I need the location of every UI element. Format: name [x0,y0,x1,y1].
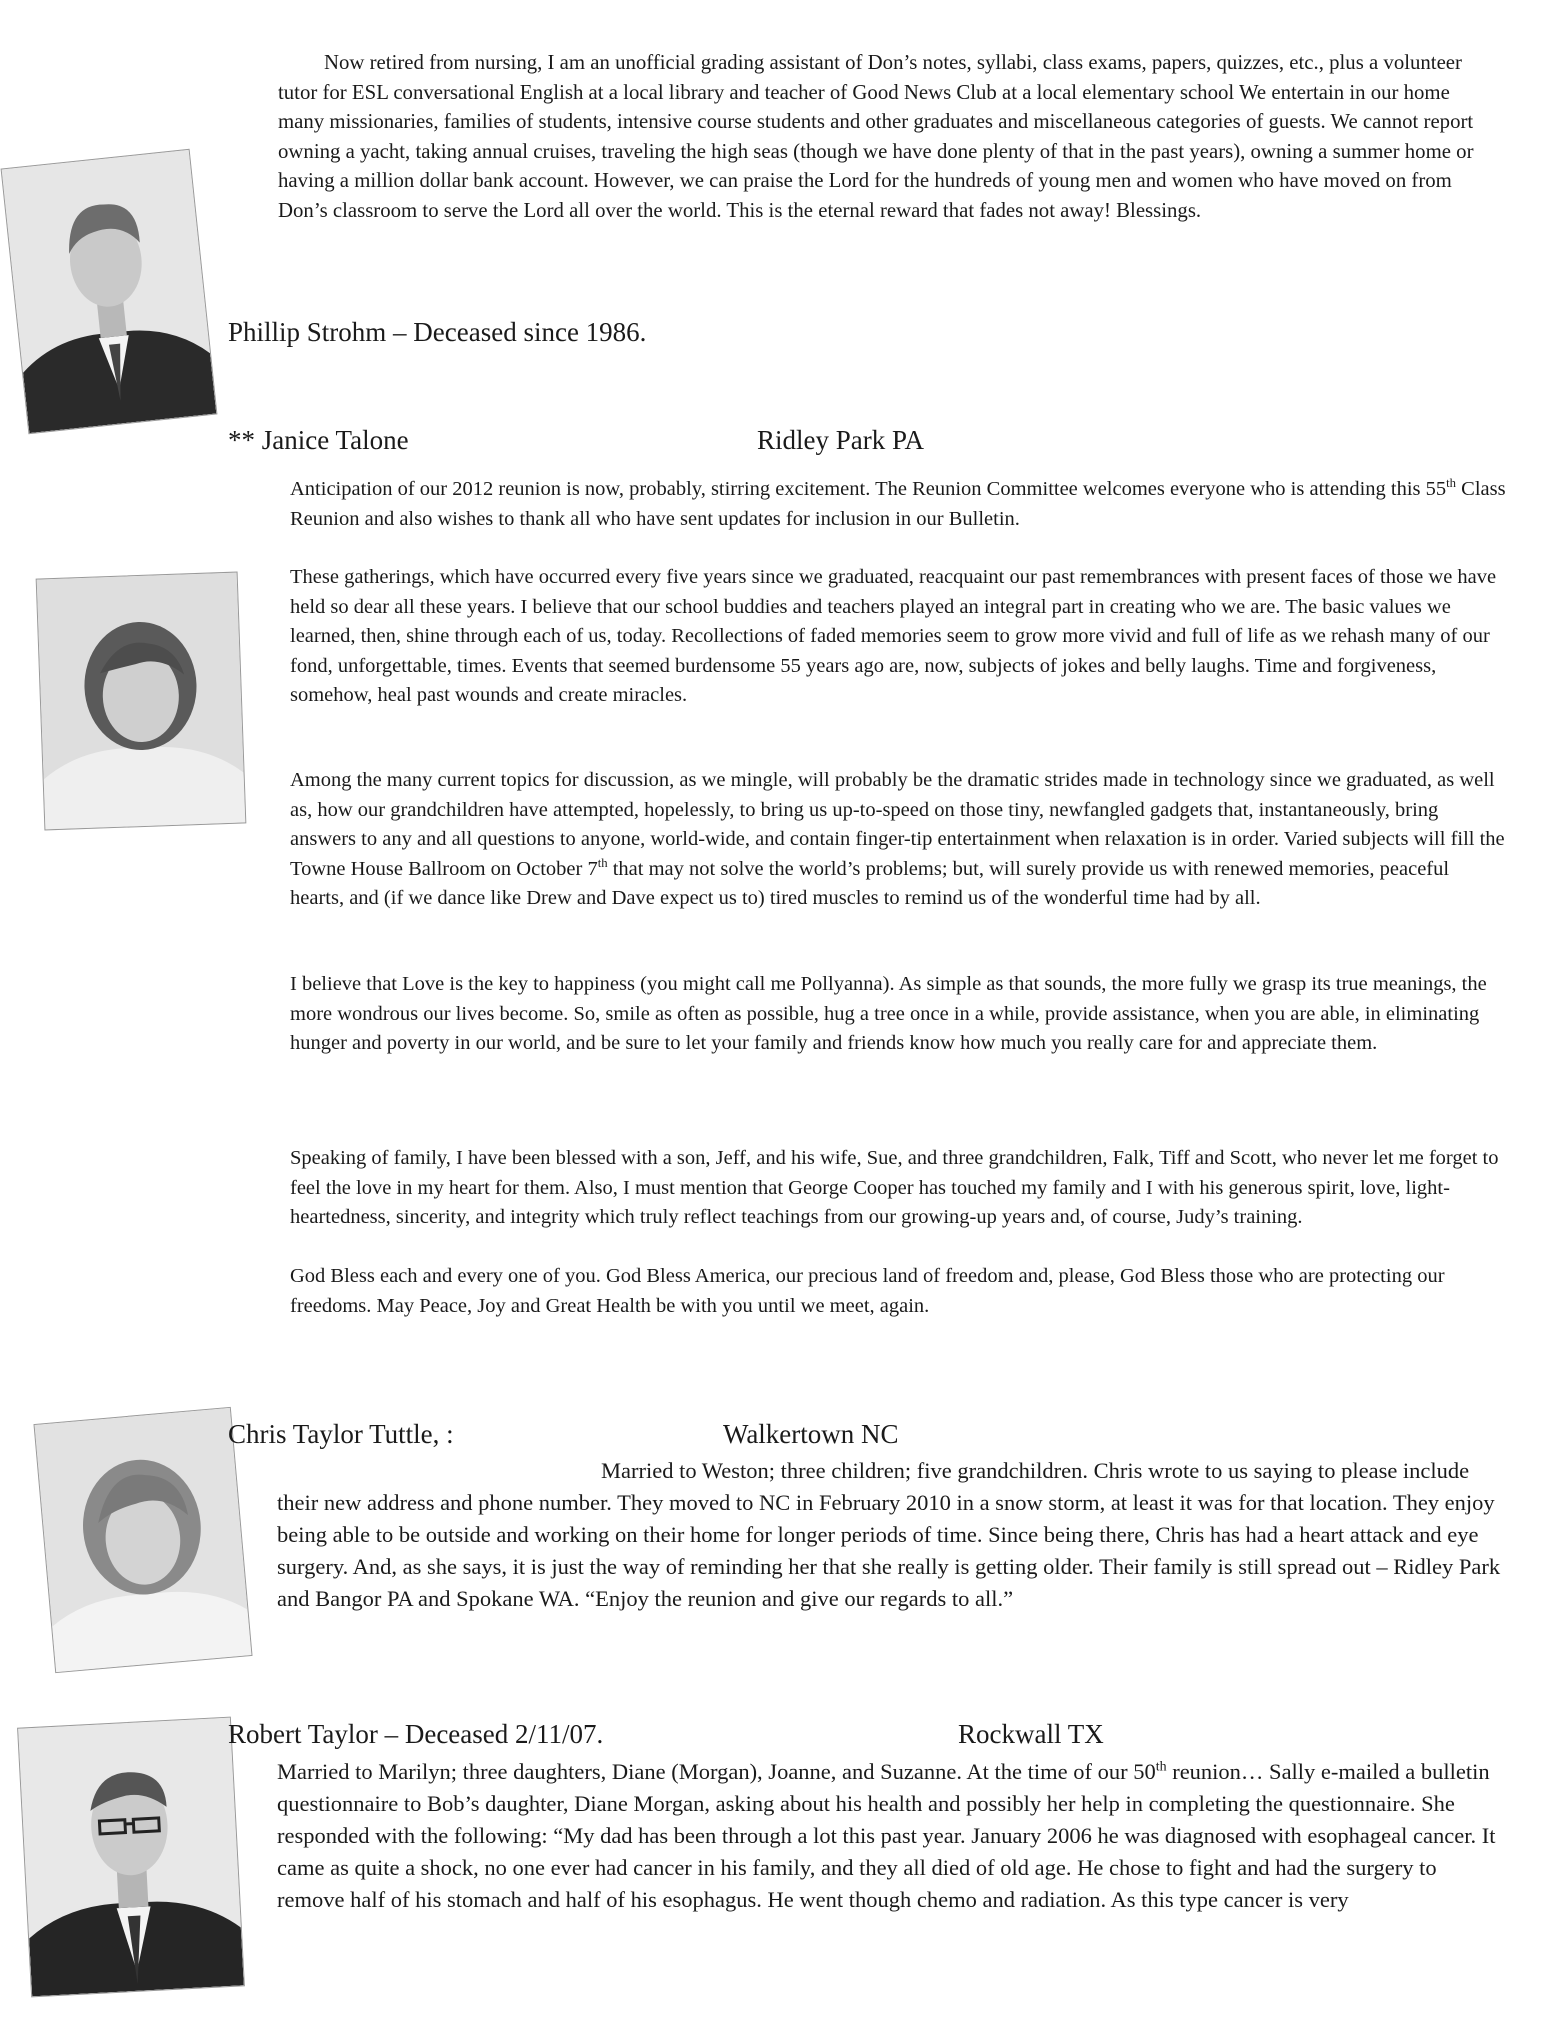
portrait-photo-phillip-strohm [1,149,218,434]
strohm-heading: Phillip Strohm – Deceased since 1986. [228,317,647,347]
talone-paragraph-2: These gatherings, which have occurred every five years since we graduated, reacquaint our past remembrances with present faces of those we have held so dear all these years. I believe that our school buddies and teachers played an integral part in creating who we are. The basic values we learned, then, shine through each of us, today. Recollections of faded memories seem to grow more vivid and full of life as we rehash many of our fond, unforgettable, times. Events that seemed burdensome 55 years ago are, now, subjects of jokes and belly laughs. Time and forgiveness, somehow, heal past wounds and create miracles. [290,566,1497,707]
talone-paragraph-6: God Bless each and every one of you. God Bless America, our precious land of freedom and, please, God Bless those who are protecting our freedoms. May Peace, Joy and Great Health be with you until we meet, again. [290,1265,1445,1317]
talone-paragraph-3: Among the many current topics for discussion, as we mingle, will probably be the dramatic strides made in technology since we graduated, as well as, how our grandchildren have attempted, hopelessly, to bring us up-to-speed on those tiny, newfangled gadgets that, instantaneously, bring answers to any and all questions to anyone, world-wide, and contain finger-tip entertainment when relaxation is in order. Varied subjects will fill the Towne House Ballroom on October 7th that may not solve the world’s problems; but, will surely provide us with renewed memories, peaceful hearts, and (if we dance like Drew and Dave expect us to) tired muscles to remind us of the wonderful time had by all. [290,769,1505,910]
talone-paragraph-5: Speaking of family, I have been blessed with a son, Jeff, and his wife, Sue, and three grandchildren, Falk, Tiff and Scott, who never let me forget to feel the love in my heart for them. Also, I must mention that George Cooper has touched my family and I with his generous spirit, love, light-heartedness, sincerity, and integrity which truly reflect teachings from our growing-up years and, of course, Judy’s training. [290,1147,1499,1229]
taylor-name: Robert Taylor – Deceased 2/11/07. [228,1719,604,1749]
intro-paragraph: Now retired from nursing, I am an unofficial grading assistant of Don’s notes, syllabi, class exams, papers, quizzes, etc., plus a volunteer tutor for ESL conversational English at a local library and teacher of Good News Club at a local elementary school We entertain in our home many missionaries, families of students, intensive course students and other graduates and miscellaneous categories of guests. We cannot report owning a yacht, taking annual cruises, traveling the high seas (though we have done plenty of that in the past years), owning a summer home or having a million dollar bank account. However, we can praise the Lord for the hundreds of young men and women who have moved on from Don’s classroom to serve the Lord all over the world. This is the eternal reward that fades not away! Blessings. [278,51,1474,222]
portrait-photo-robert-taylor [17,1717,245,1998]
talone-paragraph-1: Anticipation of our 2012 reunion is now, probably, stirring excitement. The Reunion Committee welcomes everyone who is attending this 55th Class Reunion and also wishes to thank all who have sent updates for inclusion in our Bulletin. [290,476,1506,530]
portrait-photo-chris-taylor-tuttle [33,1407,252,1673]
talone-paragraph-4: I believe that Love is the key to happiness (you might call me Pollyanna). As simple as that sounds, the more fully we grasp its true meanings, the more wondrous our lives become. So, smile as often as possible, hug a tree once in a while, provide assistance, when you are able, in eliminating hunger and poverty in our world, and be sure to let your family and friends know how much you really care for and appreciate them. [290,973,1487,1055]
taylor-paragraph: Married to Marilyn; three daughters, Diane (Morgan), Joanne, and Suzanne. At the time of our 50th reunion… Sally e-mailed a bulletin questionnaire to Bob’s daughter, Diane Morgan, asking about his health and possibly her help in completing the questionnaire. She responded with the following: “My dad has been through a lot this past year. January 2006 he was diagnosed with esophageal cancer. It came as quite a shock, no one ever had cancer in his family, and they all died of old age. He chose to fight and had the surgery to remove half of his stomach and half of his esophagus. He went though chemo and radiation. As this type cancer is very [277,1759,1496,1912]
portrait-photo-janice-talone [36,572,247,831]
taylor-location: Rockwall TX [958,1719,1104,1749]
tuttle-location: Walkertown NC [723,1419,899,1449]
talone-location: Ridley Park PA [757,425,925,455]
tuttle-name: Chris Taylor Tuttle, : [228,1419,454,1449]
tuttle-paragraph: Married to Weston; three children; five grandchildren. Chris wrote to us saying to please include their new address and phone number. They moved to NC in February 2010 in a snow storm, at least it was for that location. They enjoy being able to be outside and working on their home for longer periods of time. Since being there, Chris has had a heart attack and eye surgery. And, as she says, it is just the way of reminding her that she really is getting older. Their family is still spread out – Ridley Park and Bangor PA and Spokane WA. “Enjoy the reunion and give our regards to all.” [277,1458,1501,1611]
talone-name: ** Janice Talone [228,425,409,455]
